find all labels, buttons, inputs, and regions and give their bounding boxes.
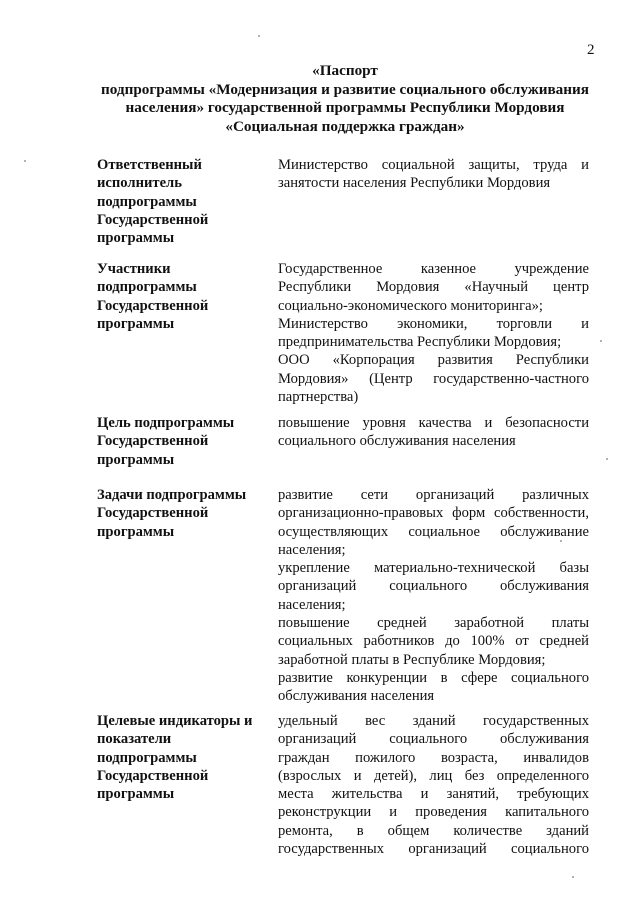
title-line: населения» государственной программы Республики Мордовия (125, 99, 565, 116)
row-content (278, 712, 589, 858)
content-line: населения; (278, 596, 346, 613)
label-line: программы (97, 315, 175, 332)
label-line: Государственной (97, 433, 209, 450)
scan-speck (258, 35, 260, 37)
content-line: осуществляющих социальное обслуживание (278, 523, 589, 540)
content-line: граждан пожилого возраста, инвалидов (278, 749, 589, 766)
content-line: социальных работников до 100% от средней (278, 633, 589, 650)
content-line: развитие сети организаций различных (278, 487, 589, 503)
scan-speck (572, 876, 574, 878)
title-line: подпрограммы «Модернизация и развитие социального обслуживания (100, 80, 589, 98)
content-line: заработной платы в Республике Мордовия; (278, 651, 546, 668)
content-line: Мордовия» (Центр государственно-частного (278, 370, 589, 387)
content-line: Министерство экономики, торговли и (278, 315, 589, 332)
content-line: укрепление материально-технической базы (278, 560, 589, 577)
label-line: подпрограммы (97, 279, 197, 296)
label-line: программы (97, 523, 175, 540)
content-line: ООО «Корпорация развития Республики (278, 352, 589, 369)
scan-speck (24, 160, 26, 162)
title-line: «Социальная поддержка граждан» (225, 117, 465, 135)
content-line: развитие конкуренции в сфере социального (278, 669, 589, 686)
content-line: Государственное казенное учреждение (278, 261, 589, 277)
label-line: Государственной (97, 211, 209, 228)
label-line: Государственной (97, 505, 209, 522)
row-label (97, 486, 265, 541)
label-line: Задачи подпрограммы (97, 487, 247, 503)
content-line: предпринимательства Республики Мордовия; (278, 334, 562, 351)
page-number: 2 (587, 42, 595, 58)
content-line: социально-экономического мониторинга»; (278, 297, 543, 314)
row-content (278, 260, 589, 406)
content-line: организаций социального обслуживания (278, 731, 589, 748)
content-line: обслуживания населения (278, 688, 435, 705)
content-line: повышение уровня качества и безопасности (278, 415, 589, 431)
content-line: государственных организаций социального (278, 841, 589, 858)
content-line: организационно-правовых форм собственности, (278, 505, 589, 522)
label-line: подпрограммы (97, 193, 197, 210)
label-line: программы (97, 230, 175, 247)
label-line: подпрограммы (97, 749, 197, 766)
label-line: Целевые индикаторы и (97, 713, 253, 729)
content-line: населения; (278, 541, 346, 558)
content-line: Министерство социальной защиты, труда и (278, 157, 589, 173)
label-line: исполнитель (97, 175, 182, 192)
content-line: занятости населения Республики Мордовия (278, 175, 551, 192)
row-label (97, 156, 265, 247)
content-line: места жительства и занятий, требующих (278, 786, 589, 803)
scan-speck (560, 540, 562, 542)
scan-speck (606, 458, 608, 460)
scan-speck (600, 340, 602, 342)
row-content (278, 414, 589, 451)
label-line: программы (97, 451, 175, 468)
row-content (278, 486, 589, 706)
label-line: Цель подпрограммы (97, 415, 235, 431)
row-content (278, 156, 589, 193)
content-line: удельный вес зданий государственных (278, 713, 589, 729)
content-line: социального обслуживания населения (278, 433, 516, 450)
row-label (97, 414, 265, 469)
content-line: партнерства) (278, 389, 359, 406)
label-line: Ответственный (97, 157, 202, 173)
row-label (97, 260, 265, 333)
title-line: «Паспорт (312, 62, 378, 79)
label-line: показатели (97, 731, 172, 748)
label-line: Участники (97, 261, 171, 277)
content-line: Республики Мордовия «Научный центр (278, 279, 589, 296)
document-title (90, 62, 600, 136)
row-label (97, 712, 265, 803)
label-line: программы (97, 786, 175, 803)
content-line: реконструкции и проведения капитального (278, 804, 589, 821)
content-line: ремонта, в общем количестве зданий (278, 822, 589, 839)
label-line: Государственной (97, 767, 209, 784)
content-line: повышение средней заработной платы (278, 615, 589, 632)
content-line: организаций социального обслуживания (278, 578, 589, 595)
label-line: Государственной (97, 297, 209, 314)
content-line: (взрослых и детей), лиц без определенного (278, 767, 589, 784)
